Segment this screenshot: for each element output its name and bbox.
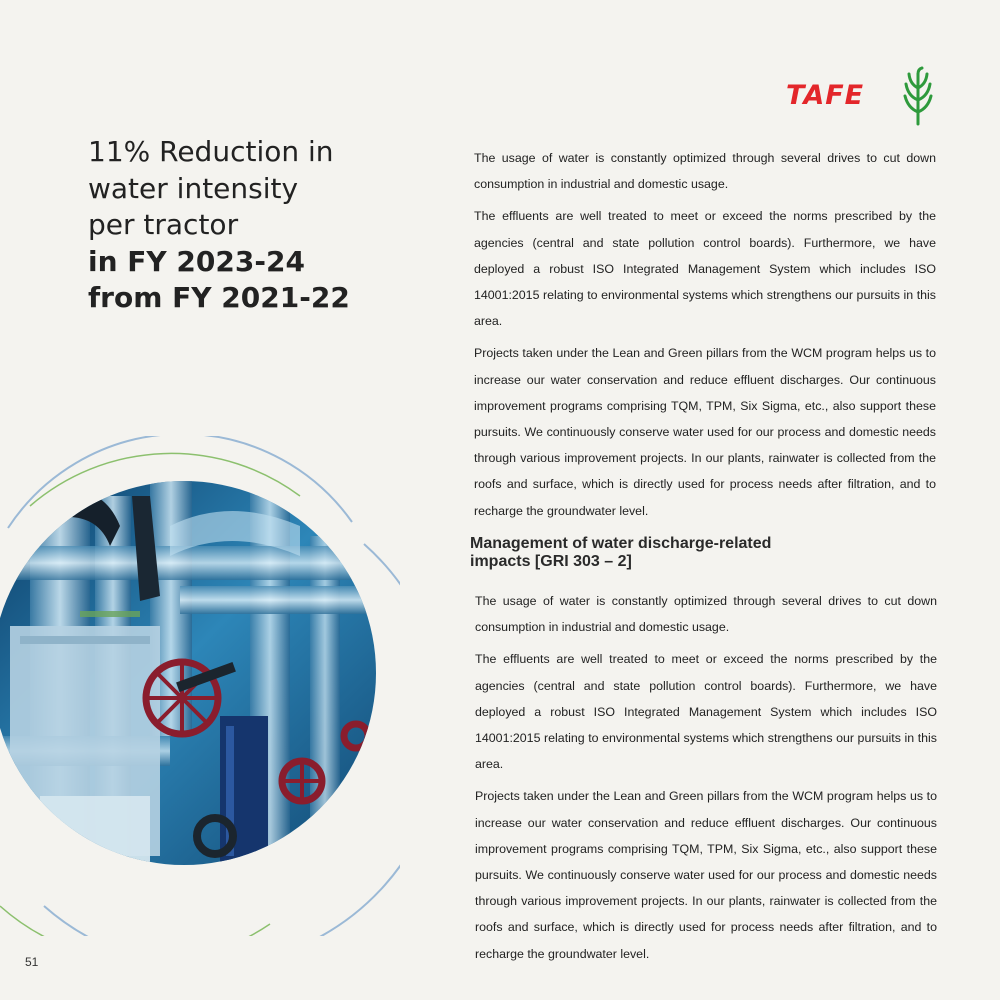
headline-line-5: from FY 2021-22 xyxy=(88,281,350,314)
headline-line-1: 11% Reduction in xyxy=(88,135,334,168)
section-1-paragraph: The effluents are well treated to meet or exceed the norms prescribed by the agencies (central and state pollution control boards). Furthermore, we have deployed a robust ISO Integrated Management System which includes ISO 14001:2015 relating to environmental systems which strengthens our pursuits in this area. xyxy=(474,209,936,329)
section-2-paragraph: The usage of water is constantly optimized through several drives to cut down consumption in industrial and domestic usage. xyxy=(475,594,937,635)
section-2-heading xyxy=(470,535,850,571)
section-2-paragraph: The effluents are well treated to meet or exceed the norms prescribed by the agencies (central and state pollution control boards). Furthermore, we have deployed a robust ISO Integrated Management System which includes ISO 14001:2015 relating to environmental systems which strengthens our pursuits in this area. xyxy=(475,652,937,772)
tafe-logo xyxy=(786,66,938,126)
section-2-heading-line-1: Management of water discharge-related xyxy=(470,535,772,552)
section-2-body xyxy=(475,588,937,973)
headline-line-4: in FY 2023-24 xyxy=(88,244,305,278)
page-headline xyxy=(88,134,418,317)
page-number: 51 xyxy=(25,955,39,969)
section-2-heading-line-2: impacts [GRI 303 – 2] xyxy=(470,553,632,570)
section-2-paragraph: Projects taken under the Lean and Green pillars from the WCM program helps us to increase our water conservation and reduce effluent discharges. Our continuous improvement programs comprising TQM, TPM, Six Sigma, etc., also support these pursuits. We continuously conserve water used for our process and domestic needs through various improvement projects. In our plants, rainwater is collected from the roofs and surface, which is directly used for process needs after filtration, and to recharge the groundwater level. xyxy=(475,789,937,961)
section-1-body xyxy=(474,145,936,530)
logo-wordmark: TAFE xyxy=(786,80,865,111)
leaf-icon xyxy=(900,66,936,126)
headline-line-2: water intensity xyxy=(88,171,299,205)
section-1-paragraph: Projects taken under the Lean and Green pillars from the WCM program helps us to increase our water conservation and reduce effluent discharges. Our continuous improvement programs comprising TQM, TPM, Six Sigma, etc., also support these pursuits. We continuously conserve water used for our process and domestic needs through various improvement projects. In our plants, rainwater is collected from the roofs and surface, which is directly used for process needs after filtration, and to recharge the groundwater level. xyxy=(474,346,936,518)
industrial-pipes-photo xyxy=(0,436,400,936)
headline-line-3: per tractor xyxy=(88,208,239,241)
section-1-paragraph: The usage of water is constantly optimized through several drives to cut down consumption in industrial and domestic usage. xyxy=(474,151,936,192)
